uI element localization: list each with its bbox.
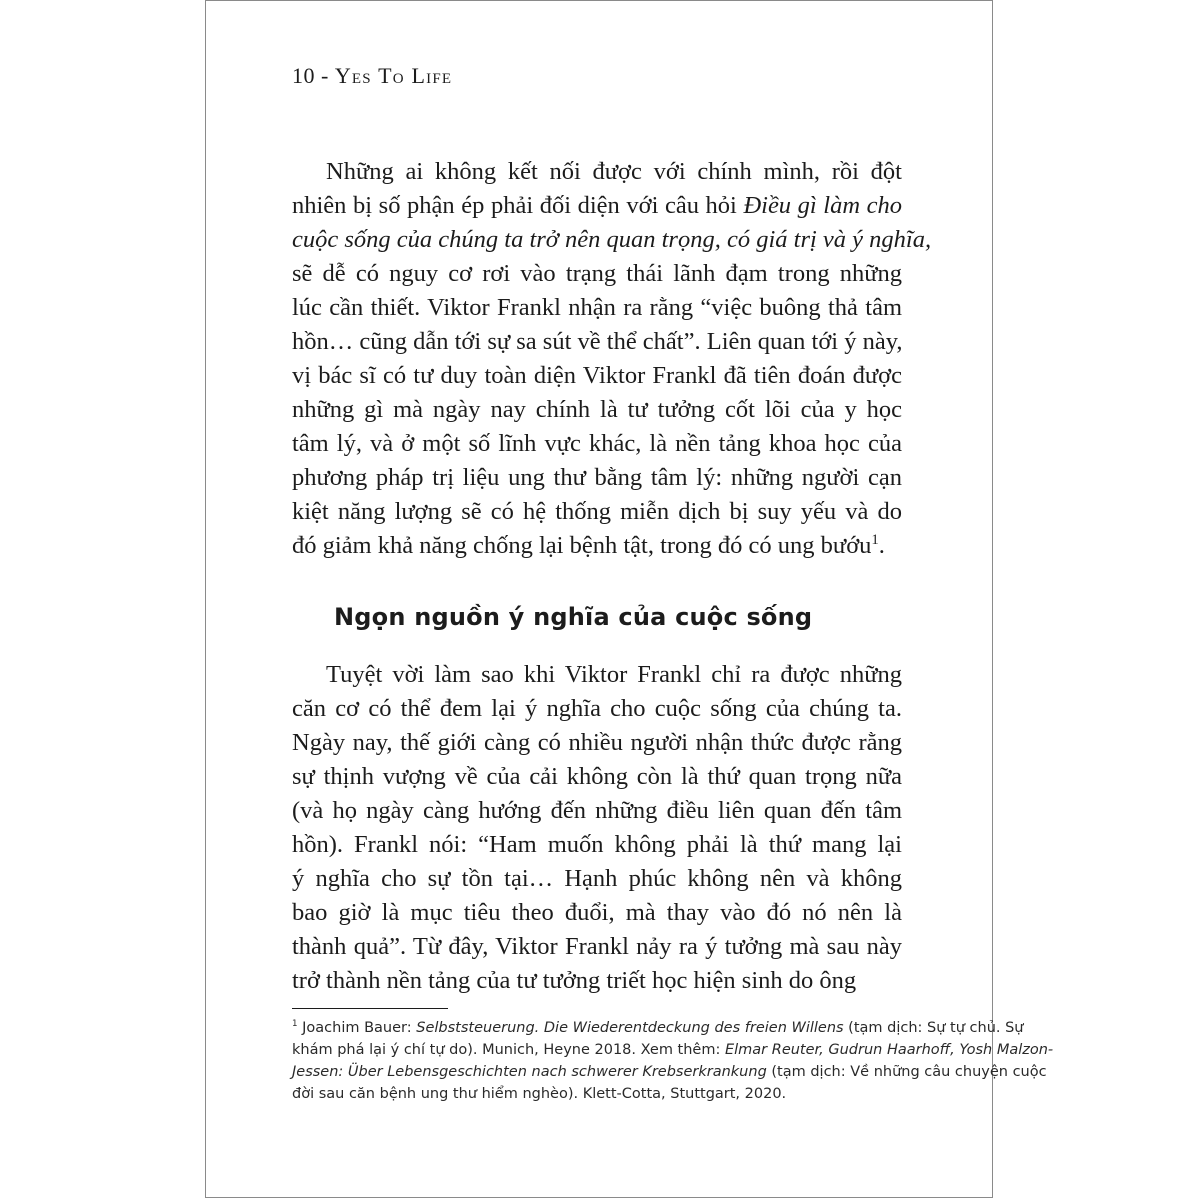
footnote-line: [292, 1061, 1047, 1083]
footnote-marker[interactable]: 1: [292, 1019, 298, 1030]
footnote-marker[interactable]: Ngày nay, thế giới càng có nhiều người nhận thức được rằng: [292, 729, 902, 756]
text-line: [292, 393, 902, 427]
footnote-marker[interactable]: kiệt năng lượng sẽ có hệ thống miễn dịch bị suy yếu và do: [292, 498, 902, 525]
italic-text: cuộc sống của chúng ta trở nên quan trọng, có giá trị và ý nghĩa,: [292, 226, 932, 253]
footnote-marker[interactable]: vị bác sĩ có tư duy toàn diện Viktor Frankl đã tiên đoán được: [292, 362, 902, 389]
footnote-marker[interactable]: đời sau căn bệnh ung thư hiểm nghèo). Klett-Cotta, Stuttgart, 2020.: [292, 1086, 787, 1102]
text-line: [292, 461, 902, 495]
footnote-marker[interactable]: những gì mà ngày nay chính là tư tưởng cốt lõi của y học: [292, 396, 902, 423]
footnote-marker[interactable]: phương pháp trị liệu ung thư bằng tâm lý: những người cạn: [292, 464, 902, 491]
footnote-marker[interactable]: Tuyệt vời làm sao khi Viktor Frankl chỉ ra được những: [326, 661, 902, 688]
text-line: [292, 692, 902, 726]
page-number: 10: [292, 63, 315, 88]
footnote-marker[interactable]: bao giờ là mục tiêu theo đuổi, mà thay vào đó nó nên là: [292, 899, 902, 926]
text-line: [292, 930, 902, 964]
footnote-line: [292, 1083, 904, 1105]
paragraph-1: [292, 155, 932, 563]
footnote-marker[interactable]: (và họ ngày càng hướng đến những điều liên quan đến tâm: [292, 797, 902, 824]
footnote-marker[interactable]: khám phá lại ý chí tự do). Munich, Heyne 2018. Xem thêm:: [292, 1042, 725, 1058]
footnote-marker[interactable]: hồn). Frankl nói: “Ham muốn không phải là thứ mang lại: [292, 831, 902, 858]
footnote-marker[interactable]: đó giảm khả năng chống lại bệnh tật, trong đó có ung bướu: [292, 532, 872, 559]
text-line: [292, 189, 902, 223]
text-line: [292, 495, 902, 529]
footnote: [292, 1017, 1054, 1105]
footnote-marker[interactable]: sẽ dễ có nguy cơ rơi vào trạng thái lãnh đạm trong những: [292, 260, 902, 287]
footnote-marker[interactable]: trở thành nền tảng của tư tưởng triết học hiện sinh do ông: [292, 967, 857, 994]
book-page: [205, 0, 1054, 1198]
text-line: [292, 658, 902, 692]
book-title: Yes To Life: [334, 63, 453, 88]
text-line: [292, 325, 902, 359]
footnote-marker[interactable]: .: [878, 532, 885, 559]
footnote-marker[interactable]: ý nghĩa cho sự tồn tại… Hạnh phúc không nên và không: [292, 865, 902, 892]
footnote-marker[interactable]: căn cơ có thể đem lại ý nghĩa cho cuộc sống của chúng ta.: [292, 695, 902, 722]
footnote-line: [292, 1017, 1024, 1039]
text-line: [292, 529, 902, 563]
italic-text: Điều gì làm cho: [743, 192, 902, 219]
text-line: [292, 862, 902, 896]
footnote-marker[interactable]: Những ai không kết nối được với chính mình, rồi đột: [326, 158, 902, 185]
text-line: [292, 964, 902, 998]
text-line: [292, 726, 902, 760]
text-line: [292, 257, 902, 291]
footnote-divider: [292, 1008, 448, 1009]
footnote-marker[interactable]: (tạm dịch: Về những câu chuyện cuộc: [766, 1064, 1047, 1080]
text-line: [292, 291, 902, 325]
text-line: [292, 427, 902, 461]
paragraph-2: [292, 658, 902, 998]
footnote-marker[interactable]: nhiên bị số phận ép phải đối diện với câu hỏi: [292, 192, 744, 219]
footnote-marker[interactable]: sự thịnh vượng về của cải không còn là thứ quan trọng nữa: [292, 763, 902, 790]
text-line: [292, 828, 902, 862]
italic-text: Elmar Reuter, Gudrun Haarhoff, Yosh Malzon-: [724, 1042, 1054, 1058]
text-line: [292, 794, 902, 828]
footnote-line: [292, 1039, 1054, 1061]
footnote-marker[interactable]: lúc cần thiết. Viktor Frankl nhận ra rằng “việc buông thả tâm: [292, 294, 902, 321]
section-heading: Ngọn nguồn ý nghĩa của cuộc sống: [334, 603, 813, 631]
text-line: [292, 359, 902, 393]
footnote-marker[interactable]: Joachim Bauer:: [297, 1020, 417, 1036]
italic-text: Jessen: Über Lebensgeschichten nach schwerer Krebserkrankung: [292, 1064, 767, 1080]
italic-text: Selbststeuerung. Die Wiederentdeckung des freien Willens: [416, 1020, 844, 1036]
text-line: [292, 896, 902, 930]
text-line: [292, 155, 902, 189]
footnote-marker[interactable]: tâm lý, và ở một số lĩnh vực khác, là nền tảng khoa học của: [292, 430, 902, 457]
running-head-separator: -: [315, 63, 335, 88]
running-head: [292, 63, 452, 89]
text-line: [292, 760, 902, 794]
footnote-marker[interactable]: thành quả”. Từ đây, Viktor Frankl nảy ra ý tưởng mà sau này: [292, 933, 902, 960]
text-line: [292, 223, 932, 257]
footnote-marker[interactable]: (tạm dịch: Sự tự chủ. Sự: [843, 1020, 1024, 1036]
footnote-marker[interactable]: 1: [871, 531, 879, 548]
footnote-marker[interactable]: hồn… cũng dẫn tới sự sa sút về thể chất”. Liên quan tới ý này,: [292, 328, 903, 355]
